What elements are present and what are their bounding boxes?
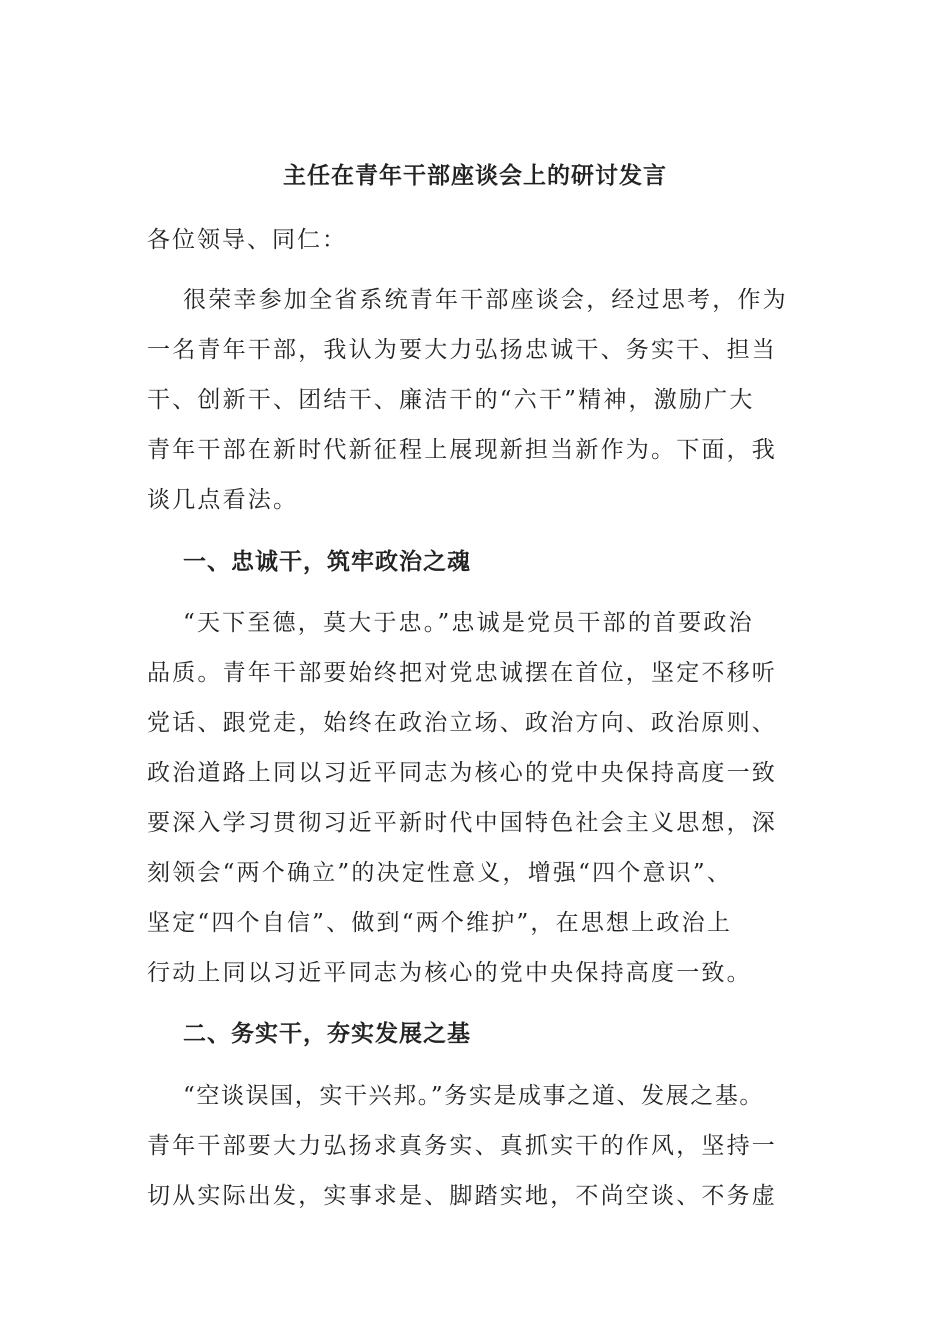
section2-line: “空谈误国，实干兴邦。”务实是成事之道、发展之基。 xyxy=(183,1083,765,1109)
section-heading-1: 一、忠诚干，筑牢政治之魂 xyxy=(183,548,471,575)
section1-line: 行动上同以习近平同志为核心的党中央保持高度一致。 xyxy=(147,960,752,986)
intro-line: 一名青年干部，我认为要大力弘扬忠诚干、务实干、担当 xyxy=(147,337,777,363)
section-heading-2: 二、务实干，夯实发展之基 xyxy=(183,1020,471,1047)
section2-line: 切从实际出发，实事求是、脚踏实地，不尚空谈、不务虚 xyxy=(147,1183,777,1209)
section1-line: 品质。青年干部要始终把对党忠诚摆在首位，坚定不移听 xyxy=(147,660,777,686)
section1-line: “天下至德，莫大于忠。”忠诚是党员干部的首要政治 xyxy=(183,610,754,636)
section1-line: 坚定“四个自信”、做到“两个维护”，在思想上政治上 xyxy=(147,910,733,936)
greeting: 各位领导、同仁： xyxy=(147,227,347,253)
intro-line: 很荣幸参加全省系统青年干部座谈会，经过思考，作为 xyxy=(183,287,788,313)
section1-line: 刻领会“两个确立”的决定性意义，增强“四个意识”、 xyxy=(147,860,733,886)
section2-line: 青年干部要大力弘扬求真务实、真抓实干的作风，坚持一 xyxy=(147,1133,777,1159)
intro-line: 干、创新干、团结干、廉洁干的“六干”精神，激励广大 xyxy=(147,387,755,413)
intro-line: 青年干部在新时代新征程上展现新担当新作为。下面，我 xyxy=(147,437,777,463)
section1-line: 政治道路上同以习近平同志为核心的党中央保持高度一致 xyxy=(147,760,777,786)
section1-line: 要深入学习贯彻习近平新时代中国特色社会主义思想，深 xyxy=(147,810,777,836)
page-title: 主任在青年干部座谈会上的研讨发言 xyxy=(283,162,667,189)
section1-line: 党话、跟党走，始终在政治立场、政治方向、政治原则、 xyxy=(147,710,777,736)
intro-line: 谈几点看法。 xyxy=(147,487,299,513)
